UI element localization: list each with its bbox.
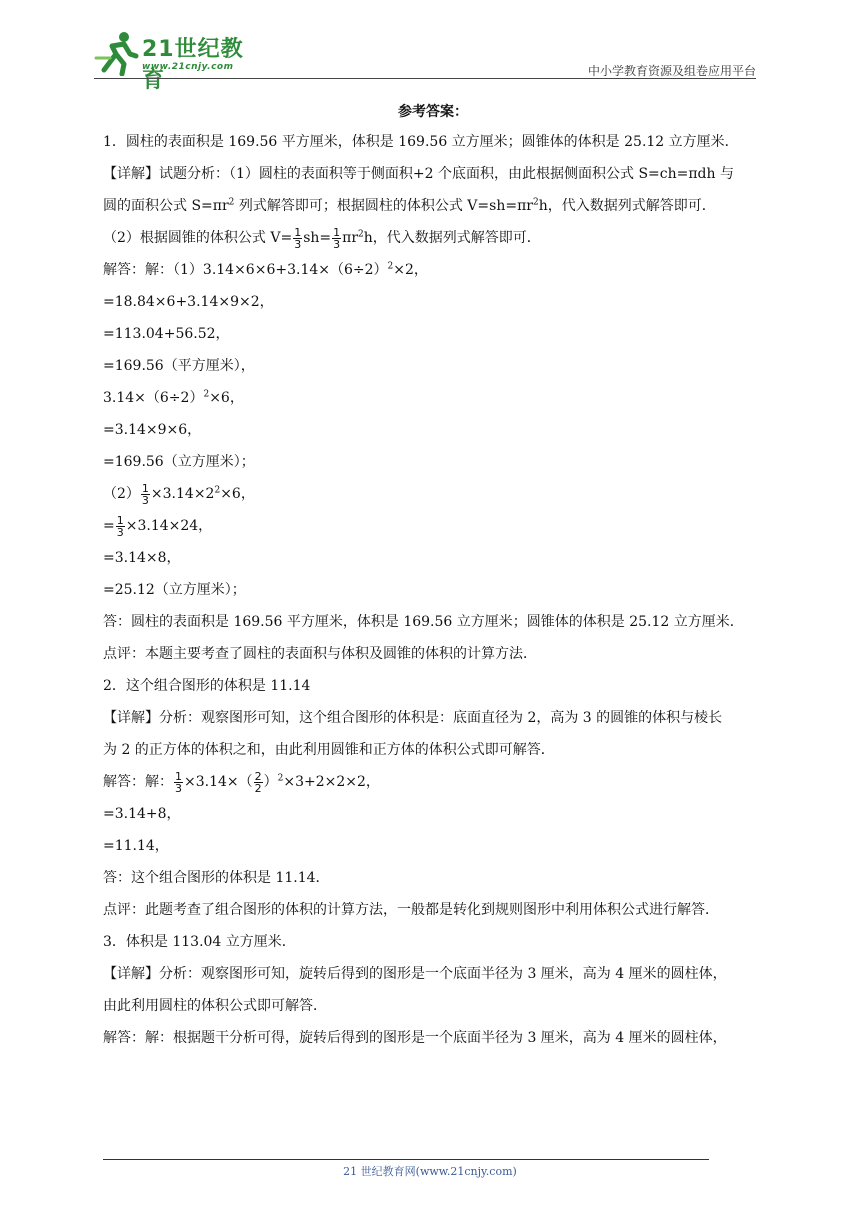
text-fragment: ×3.14×（ (184, 774, 253, 790)
solution-line (103, 510, 763, 542)
text-fragment: 解答：解： (103, 774, 173, 790)
text-fragment: ×3+2×2×2， (283, 774, 380, 790)
solution-line: =18.84×6+3.14×9×2， (103, 294, 274, 310)
text-fragment: 列式解答即可；根据圆柱的体积公式 V=sh=πr (234, 198, 533, 214)
solution-line: =11.14， (103, 838, 169, 854)
exponent: 2 (532, 197, 539, 208)
solution-line (103, 766, 763, 798)
q1-detail-line: 【详解】试题分析：（1）圆柱的表面积等于侧面积+2 个底面积，由此根据侧面积公式 S=ch=πdh 与 (103, 166, 734, 182)
q1-answer: 1．圆柱的表面积是 169.56 平方厘米，体积是 169.56 立方厘米；圆锥体的体积是 25.12 立方厘米． (103, 134, 739, 150)
text-fragment: πr (342, 230, 359, 246)
text-fragment: = (103, 518, 115, 534)
solution-line (103, 254, 763, 286)
text-fragment: ） (263, 774, 278, 790)
text-fragment: sh= (303, 230, 332, 246)
text-fragment: （2） (103, 486, 140, 502)
solution-line: =169.56（平方厘米）， (103, 358, 255, 374)
fraction-two-halves: $\frac{2}{2}$ (254, 769, 262, 795)
q3-answer: 3．体积是 113.04 立方厘米． (103, 934, 296, 950)
exponent: 2 (277, 773, 284, 784)
exponent: 2 (358, 229, 364, 240)
q2-detail-line: 【详解】分析：观察图形可知，这个组合图形的体积是：底面直径为 2，高为 3 的圆锥的体积与棱长 (103, 710, 723, 726)
text-fragment: ×2， (393, 262, 428, 278)
text-fragment: 3.14×（6÷2） (103, 390, 204, 406)
q2-conclusion: 答：这个组合图形的体积是 11.14． (103, 870, 330, 886)
exponent: 2 (203, 389, 210, 400)
solution-line (103, 478, 763, 510)
text-fragment: ×3.14×2 (150, 486, 215, 502)
text-fragment: （2）根据圆锥的体积公式 V= (103, 230, 293, 246)
solution-line: =3.14+8， (103, 806, 181, 822)
q1-conclusion: 答：圆柱的表面积是 169.56 平方厘米，体积是 169.56 立方厘米；圆锥体的体积是 25.12 立方厘米． (103, 614, 744, 630)
fraction-one-third: $\frac{1}{3}$ (333, 225, 341, 251)
solution-line: =169.56（立方厘米）； (103, 454, 255, 470)
header-divider (94, 78, 756, 79)
fraction-one-third: $\frac{1}{3}$ (116, 513, 124, 539)
answer-content (103, 100, 763, 1054)
q2-comment: 点评：此题考查了组合图形的体积的计算方法，一般都是转化到规则图形中利用体积公式进行解答． (103, 902, 719, 918)
text-fragment: h，代入数据列式解答即可． (538, 198, 716, 214)
fraction-one-third: $\frac{1}{3}$ (294, 225, 302, 251)
fraction-one-third: $\frac{1}{3}$ (175, 769, 182, 795)
exponent: 2 (387, 261, 394, 272)
q3-detail-line: 【详解】分析：观察图形可知，旋转后得到的图形是一个底面半径为 3 厘米，高为 4 厘米的圆柱体， (103, 966, 727, 982)
platform-name: 中小学教育资源及组卷应用平台 (587, 64, 756, 78)
q3-detail-line: 由此利用圆柱的体积公式即可解答． (103, 998, 327, 1014)
q1-comment: 点评：本题主要考查了圆柱的表面积与体积及圆锥的体积的计算方法． (103, 646, 537, 662)
solution-line: =113.04+56.52， (103, 326, 230, 342)
runner-logo-icon (94, 30, 140, 76)
solution-line: =3.14×9×6， (103, 422, 202, 438)
text-fragment: ×6， (220, 486, 255, 502)
logo-url: www.21cnjy.com (142, 62, 234, 72)
solution-line: =25.12（立方厘米）； (103, 582, 246, 598)
page-footer: 21 世纪教育网(www.21cnjy.com) (343, 1165, 517, 1178)
solution-line: 解答：解：根据题干分析可得，旋转后得到的图形是一个底面半径为 3 厘米，高为 4 厘米的圆柱体， (103, 1030, 727, 1046)
fraction-one-third: $\frac{1}{3}$ (141, 481, 149, 507)
solution-line (103, 382, 763, 414)
solution-line: =3.14×8， (103, 550, 181, 566)
q1-detail-line (103, 222, 763, 254)
text-fragment: 圆的面积公式 S=πr (103, 198, 229, 214)
text-fragment: ×3.14×24， (125, 518, 213, 534)
exponent: 2 (228, 197, 235, 208)
page-title: 参考答案： (398, 104, 468, 120)
q1-detail-line (103, 190, 763, 222)
exponent: 2 (214, 485, 221, 496)
q2-detail-line: 为 2 的正方体的体积之和，由此利用圆锥和正方体的体积公式即可解答． (103, 742, 555, 758)
logo (94, 30, 264, 93)
logo-text: 21世纪教育 (142, 37, 244, 93)
text-fragment: ×6， (209, 390, 244, 406)
q2-answer: 2．这个组合图形的体积是 11.14 (103, 678, 311, 694)
page-header (94, 30, 756, 93)
text-fragment: 解答：解：（1）3.14×6×6+3.14×（6÷2） (103, 262, 388, 278)
text-fragment: h，代入数据列式解答即可． (363, 230, 541, 246)
footer-divider (103, 1159, 709, 1160)
